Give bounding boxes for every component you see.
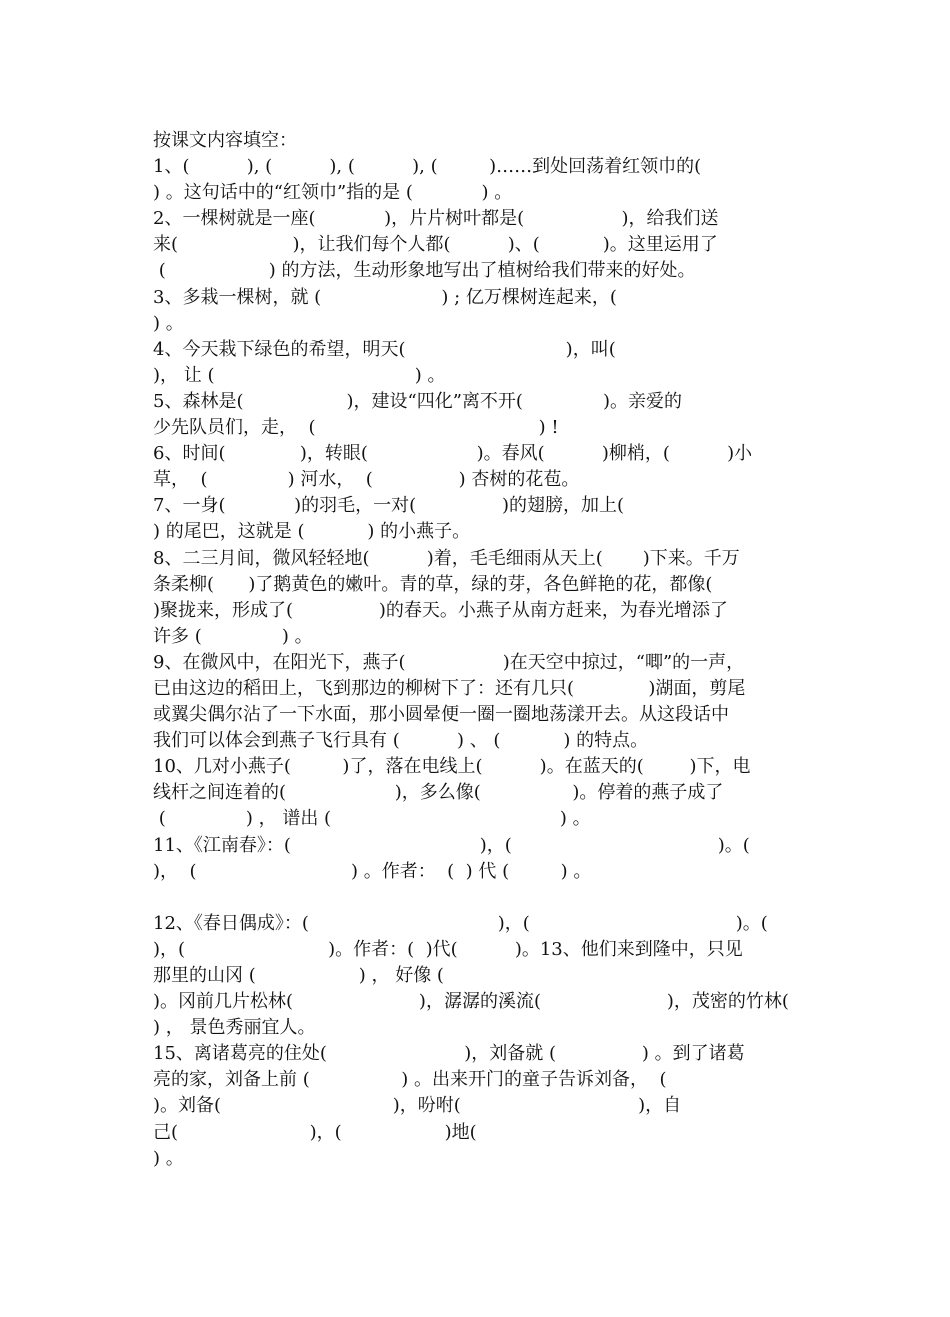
text-line: ) ， 景色秀丽宜人。 [153,1017,316,1039]
text-line: 3、多栽一棵树，就 ( ) ; 亿万棵树连起来，( [153,286,617,308]
text-line: 15、离诸葛亮的住处( )，刘备就 ( ) 。到了诸葛 [153,1043,745,1065]
text-line: 己( )，( )地( [153,1121,477,1143]
text-line: 2、一棵树就是一座( )，片片树叶都是( )，给我们送 [153,208,719,230]
text-line: 或翼尖偶尔沾了一下水面，那小圆晕便一圈一圈地荡漾开去。从这段话中 [153,704,729,726]
text-line: ( ) ， 谱出 ( ) 。 [153,808,591,830]
text-line: )， ( ) 。作者： ( ) 代 ( ) 。 [153,860,592,882]
text-line: 我们可以体会到燕子飞行具有 ( ) 、 ( ) 的特点。 [153,730,649,752]
text-line: 11、《江南春》：( )，( )。( [153,834,750,856]
text-line: 条柔柳( )了鹅黄色的嫩叶。青的草，绿的芽，各色鲜艳的花，都像( [153,573,713,595]
text-line: 草， ( ) 河水， ( ) 杏树的花苞。 [153,469,580,491]
text-line: 6、时间( )，转眼( )。春风( )柳梢，( )小 [153,443,753,465]
text-line: 线杆之间连着的( )，多么像( )。停着的燕子成了 [153,782,724,804]
text-line: 10、几对小燕子( )了，落在电线上( )。在蓝天的( )下，电 [153,756,751,778]
text-line: 4、今天栽下绿色的希望，明天( )，叫( [153,338,616,360]
text-line: )聚拢来，形成了( )的春天。小燕子从南方赶来，为春光增添了 [153,599,728,621]
text-line: )，( )。作者：( )代( )。13、他们来到隆中，只见 [153,938,743,960]
text-line: 已由这边的稻田上，飞到那边的柳树下了：还有几只( )湖面，剪尾 [153,677,746,699]
text-line: 那里的山冈 ( ) ， 好像 ( [153,965,444,986]
text-line: )， 让 ( ) 。 [153,364,446,386]
text-line: 少先队员们，走， ( ) ! [153,417,559,439]
text-line: 来( )，让我们每个人都( )、( )。这里运用了 [153,234,718,256]
text-line: 7、一身( )的羽毛，一对( )的翅膀，加上( [153,495,625,517]
text-line: 许多 ( ) 。 [153,625,313,647]
document-heading: 按课文内容填空： [153,130,297,151]
text-line: 1、( ), ( ), ( ), ( )……到处回荡着红领巾的( [153,156,702,178]
text-line: ( ) 的方法，生动形象地写出了植树给我们带来的好处。 [153,260,696,282]
text-line: 8、二三月间，微风轻轻地( )着，毛毛细雨从天上( )下来。千万 [153,547,740,569]
text-line: 5、森林是( )，建设“四化”离不开( )。亲爱的 [153,390,683,412]
text-line: )。冈前几片松林( )，潺潺的溪流( )，茂密的竹林( [153,991,789,1013]
text-line: 9、在微风中，在阳光下，燕子( )在天空中掠过，“唧”的一声， [153,651,745,673]
text-line: ) 。 [153,1147,184,1169]
text-line: ) 的尾巴，这就是 ( ) 的小燕子。 [153,521,471,543]
text-line: ) 。这句话中的“红领巾”指的是 ( ) 。 [153,182,513,204]
text-line: 12、《春日偶成》：( )，( )。( [153,912,768,934]
document-content [153,128,803,1172]
text-line: 亮的家，刘备上前 ( ) 。出来开门的童子告诉刘备， ( [153,1069,667,1091]
text-line: ) 。 [153,312,184,334]
blank-line [153,885,803,911]
text-line: )。刘备( )，吩咐( )，自 [153,1095,682,1117]
